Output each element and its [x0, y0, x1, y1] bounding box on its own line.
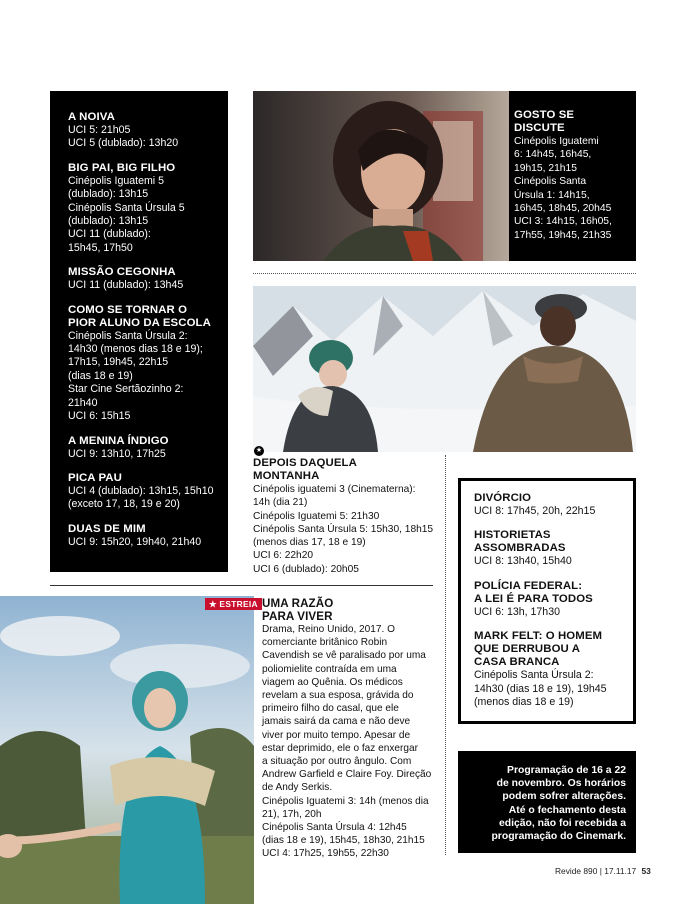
- magazine-issue: Revide 890 | 17.11.17: [555, 866, 637, 876]
- listing-missao-cegonha: [68, 266, 228, 292]
- listing-synopsis: Drama, Reino Unido, 2017. O comerciante britânico Robin Cavendish se vê paralisado por uma poliomielite contraída em uma viagem ao Quênia. Os médicos revelam a sua esposa, grávida do primeiro filho do casal, que ele jamais sairá da cama e não deve viver por muito tempo. Apesar de estar deprimido, ele o faz enxergar a situação por outro ângulo. Com Andrew Garfield e Claire Foy. Direção de Andy Serkis. Cinépolis Iguatemi 3: 14h (menos dia 21), 17h, 20h Cinépolis Santa Úrsula 4: 12h45 (dias 18 e 19), 15h45, 18h30, 21h15 UCI 4: 17h25, 19h55, 22h30: [262, 624, 432, 860]
- listing-big-pai: [68, 162, 228, 255]
- listing-title: UMA RAZÃO PARA VIVER: [262, 597, 334, 623]
- movie-still-gosto-se-discute: [253, 91, 509, 261]
- star-icon: ★: [255, 447, 263, 454]
- page-number: 53: [641, 866, 651, 876]
- listing-duas-de-mim: [68, 523, 228, 549]
- listing-title: COMO SE TORNAR O PIOR ALUNO DA ESCOLA: [68, 303, 211, 329]
- listing-title: A MENINA ÍNDIGO: [68, 434, 169, 447]
- listing-times: Cinépolis iguatemi 3 (Cinematerna): 14h (dia 21) Cinépolis Iguatemi 5: 21h30 Cinépolis Santa Úrsula 5: 15h30, 18h15 (menos dias 17, 18 e 19) UCI 6: 22h20 UCI 6 (dublado): 20h05: [253, 484, 434, 575]
- listing-title: MARK FELT: O HOMEM QUE DERRUBOU A CASA BRANCA: [474, 630, 603, 669]
- listing-pior-aluno: [68, 304, 228, 424]
- listing-title: BIG PAI, BIG FILHO: [68, 161, 176, 174]
- listing-pica-pau: [68, 472, 228, 512]
- listing-times: Cinépolis Santa Úrsula 2: 14h30 (dias 18 e 19), 19h45 (menos dias 18 e 19): [474, 669, 607, 709]
- listing-times: UCI 8: 17h45, 20h, 22h15: [474, 505, 596, 517]
- listing-a-noiva: [68, 111, 228, 151]
- listing-gosto-se-discute: [509, 91, 636, 261]
- movie-still-depois-daquela-montanha: [253, 286, 636, 452]
- listing-title: PICA PAU: [68, 471, 122, 484]
- listing-times: UCI 4 (dublado): 13h15, 15h10 (exceto 17, 18, 19 e 20): [68, 484, 214, 511]
- listing-times: Cinépolis Iguatemi 6: 14h45, 16h45, 19h15, 21h15 Cinépolis Santa Úrsula 1: 14h15, 16h45, 18h45, 20h45 UCI 3: 14h15, 16h05, 17h55, 19h45, 21h35: [514, 136, 612, 241]
- listing-times: UCI 6: 13h, 17h30: [474, 605, 560, 618]
- estreia-badge: ★ ESTREIA: [205, 598, 262, 610]
- listing-title: GOSTO SE DISCUTE: [514, 109, 575, 134]
- listing-divorcio: [474, 492, 633, 518]
- listing-title: A NOIVA: [68, 111, 115, 123]
- listing-title: DIVÓRCIO: [474, 492, 532, 504]
- listing-policia-federal: [474, 580, 633, 619]
- page-footer: [555, 866, 651, 876]
- listing-times: UCI 8: 13h40, 15h40: [474, 555, 572, 568]
- listing-historietas: [474, 529, 633, 568]
- listing-times: Cinépolis Iguatemi 5 (dublado): 13h15 Cinépolis Santa Úrsula 5 (dublado): 13h15 UCI 11 (dublado): 15h45, 17h50: [68, 174, 185, 254]
- listings-panel-left: [50, 91, 228, 572]
- listing-times: UCI 9: 15h20, 19h40, 21h40: [68, 535, 202, 548]
- listing-title: HISTORIETAS ASSOMBRADAS: [474, 529, 566, 555]
- programming-note: Programação de 16 a 22 de novembro. Os horários podem sofrer alterações. Até o fechamento desta edição, não foi recebida a programação do Cinemark.: [458, 751, 636, 853]
- listing-title: DEPOIS DAQUELA MONTANHA: [253, 457, 357, 482]
- listing-times: Cinépolis Santa Úrsula 2: 14h30 (menos dias 18 e 19); 17h15, 19h45, 22h15 (dias 18 e 19) Star Cine Sertãozinho 2: 21h40 UCI 6: 15h15: [68, 329, 203, 423]
- listing-depois-daquela-montanha: [253, 457, 443, 576]
- listings-box-right: [458, 478, 636, 724]
- listing-times: UCI 11 (dublado): 13h45: [68, 279, 184, 292]
- listing-uma-razao-para-viver: [262, 597, 442, 861]
- listing-menina-indigo: [68, 435, 228, 461]
- listing-mark-felt: [474, 630, 633, 709]
- listing-title: DUAS DE MIM: [68, 522, 146, 535]
- listing-title: POLÍCIA FEDERAL: A LEI É PARA TODOS: [474, 579, 593, 605]
- listing-times: UCI 5: 21h05 UCI 5 (dublado): 13h20: [68, 124, 179, 150]
- dotted-divider: [253, 273, 636, 274]
- listing-title: MISSÃO CEGONHA: [68, 266, 176, 279]
- dotted-divider-vertical: [445, 455, 446, 855]
- listing-times: UCI 9: 13h10, 17h25: [68, 447, 166, 460]
- movie-still-uma-razao-para-viver: [0, 596, 254, 904]
- horizontal-divider: [50, 585, 433, 586]
